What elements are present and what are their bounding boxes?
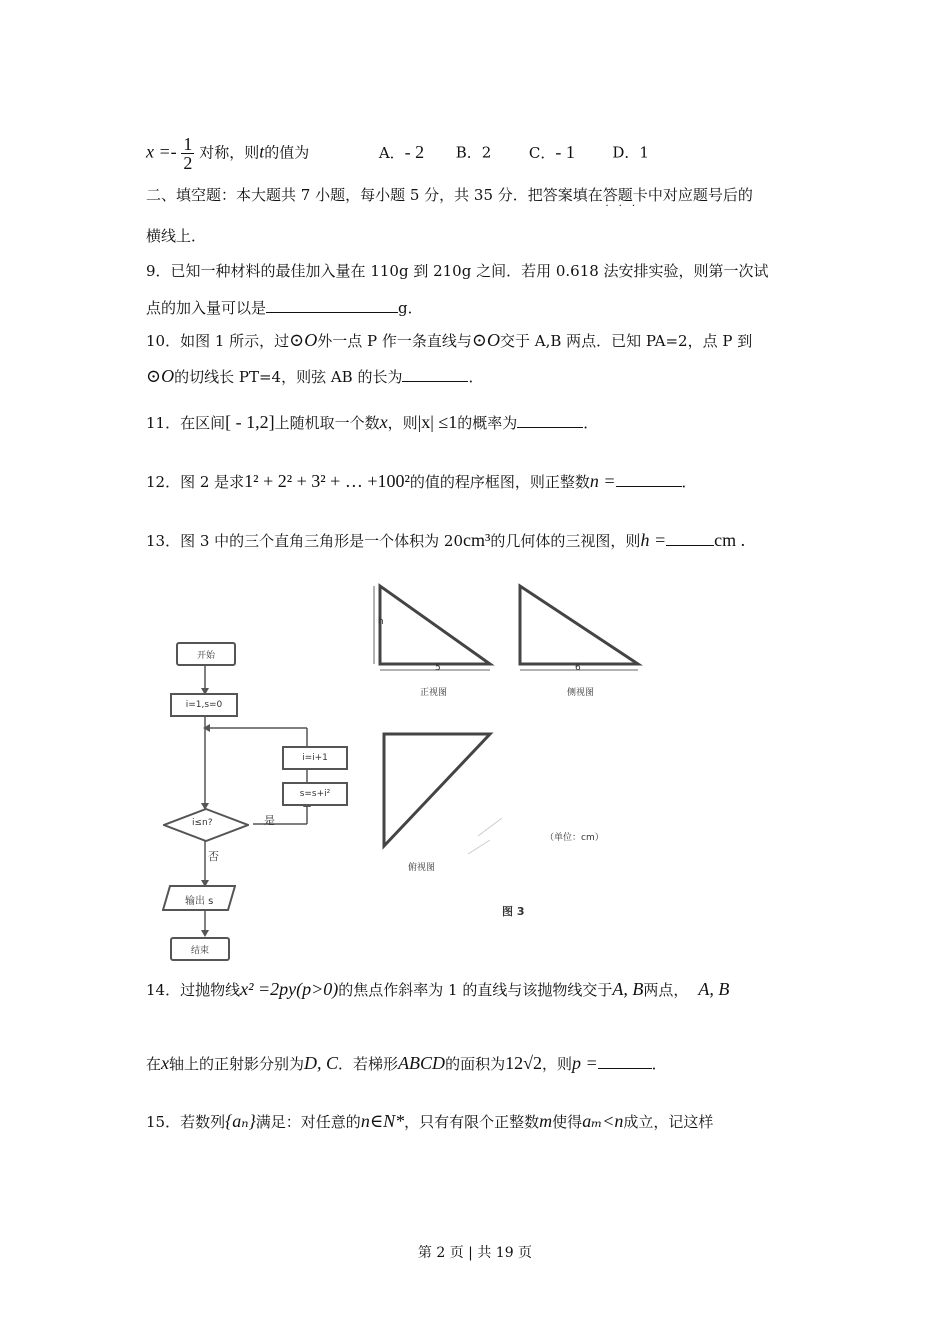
top-view-label: 俯视图 — [408, 863, 436, 873]
answer-blank — [402, 367, 468, 382]
option-d: D．1 — [612, 143, 649, 162]
unit-note: （单位：cm） — [545, 833, 604, 843]
option-b: B．2 — [455, 143, 492, 162]
q8-options-line: x =- $\frac{1}{2}$ 对称，则t的值为 A．- 2 B．2 C．- 1 D．1 — [146, 134, 649, 173]
answer-blank — [517, 413, 583, 428]
flow-end: 结束 — [170, 937, 230, 961]
answer-blank — [666, 531, 714, 546]
flow-init: i=1,s=0 — [170, 693, 238, 717]
q13-line: 13．图 3 中的三个直角三角形是一个体积为 20cm³的几何体的三视图，则h = cm . — [146, 530, 746, 550]
q14-line1: 14．过抛物线x² =2py(p>0)的焦点作斜率为 1 的直线与该抛物线交于A, B两点， A, B — [146, 979, 730, 999]
flow-increment: i=i+1 — [282, 746, 348, 770]
flow-no-label: 否 — [208, 850, 219, 863]
q9-line2: 点的加入量可以是 g． — [146, 299, 423, 317]
equation-x: x =- — [146, 141, 177, 162]
answer-blank — [266, 298, 398, 313]
q10-line2: ⊙O的切线长 PT=4，则弦 AB 的长为 ． — [146, 366, 484, 386]
side-view-label: 侧视图 — [567, 688, 595, 698]
answer-blank — [616, 472, 682, 487]
q11-line: 11．在区间[ - 1,2]上随机取一个数x，则|x| ≤1的概率为 ． — [146, 412, 599, 432]
three-view-drawings — [370, 578, 650, 898]
section2-heading-cont: 横线上． — [146, 227, 207, 245]
emphasis-dotted: 答题卡 ··· — [602, 186, 648, 212]
q14-line2: 在x轴上的正射影分别为D, C．若梯形ABCD的面积为12√2，则p = ． — [146, 1053, 667, 1073]
flow-output-text: 输出 s — [185, 896, 214, 907]
q15-line: 15．若数列{aₙ}满足：对任意的n∈N*，只有有限个正整数m使得aₘ<n成立，记这样 — [146, 1111, 714, 1131]
fraction-one-half: $\frac{1}{2}$ — [183, 134, 193, 173]
flow-start: 开始 — [176, 642, 236, 666]
q9-line1: 9．已知一种材料的最佳加入量在 110g 到 210g 之间．若用 0.618 法安排实验，则第一次试 — [146, 262, 769, 280]
option-c: C．- 1 — [528, 141, 575, 162]
q10-line1: 10．如图 1 所示，过⊙O外一点 P 作一条直线与⊙O交于 A,B 两点．已知 PA=2，点 P 到 — [146, 330, 753, 350]
figure-3-caption: 图 3 — [502, 905, 525, 918]
label-six: 6 — [575, 663, 581, 673]
answer-blank — [598, 1054, 652, 1069]
flow-accumulate: s=s+i² — [282, 782, 348, 806]
front-view-label: 正视图 — [420, 688, 448, 698]
label-five: 5 — [435, 663, 441, 673]
flow-yes-label: 是 — [264, 814, 275, 827]
flow-condition-text: i≤n? — [192, 818, 213, 828]
q12-line: 12．图 2 是求1² + 2² + 3² + … +100²的值的程序框图，则正整数n = ． — [146, 471, 697, 491]
page-footer: 第 2 页 | 共 19 页 — [417, 1245, 533, 1261]
option-a: A．- 2 — [378, 141, 425, 162]
section2-heading: 二、填空题：本大题共 7 小题，每小题 5 分，共 35 分．把答案填在答题卡 ··· 中对应题号后的 — [146, 186, 753, 212]
label-h: h — [378, 617, 384, 627]
